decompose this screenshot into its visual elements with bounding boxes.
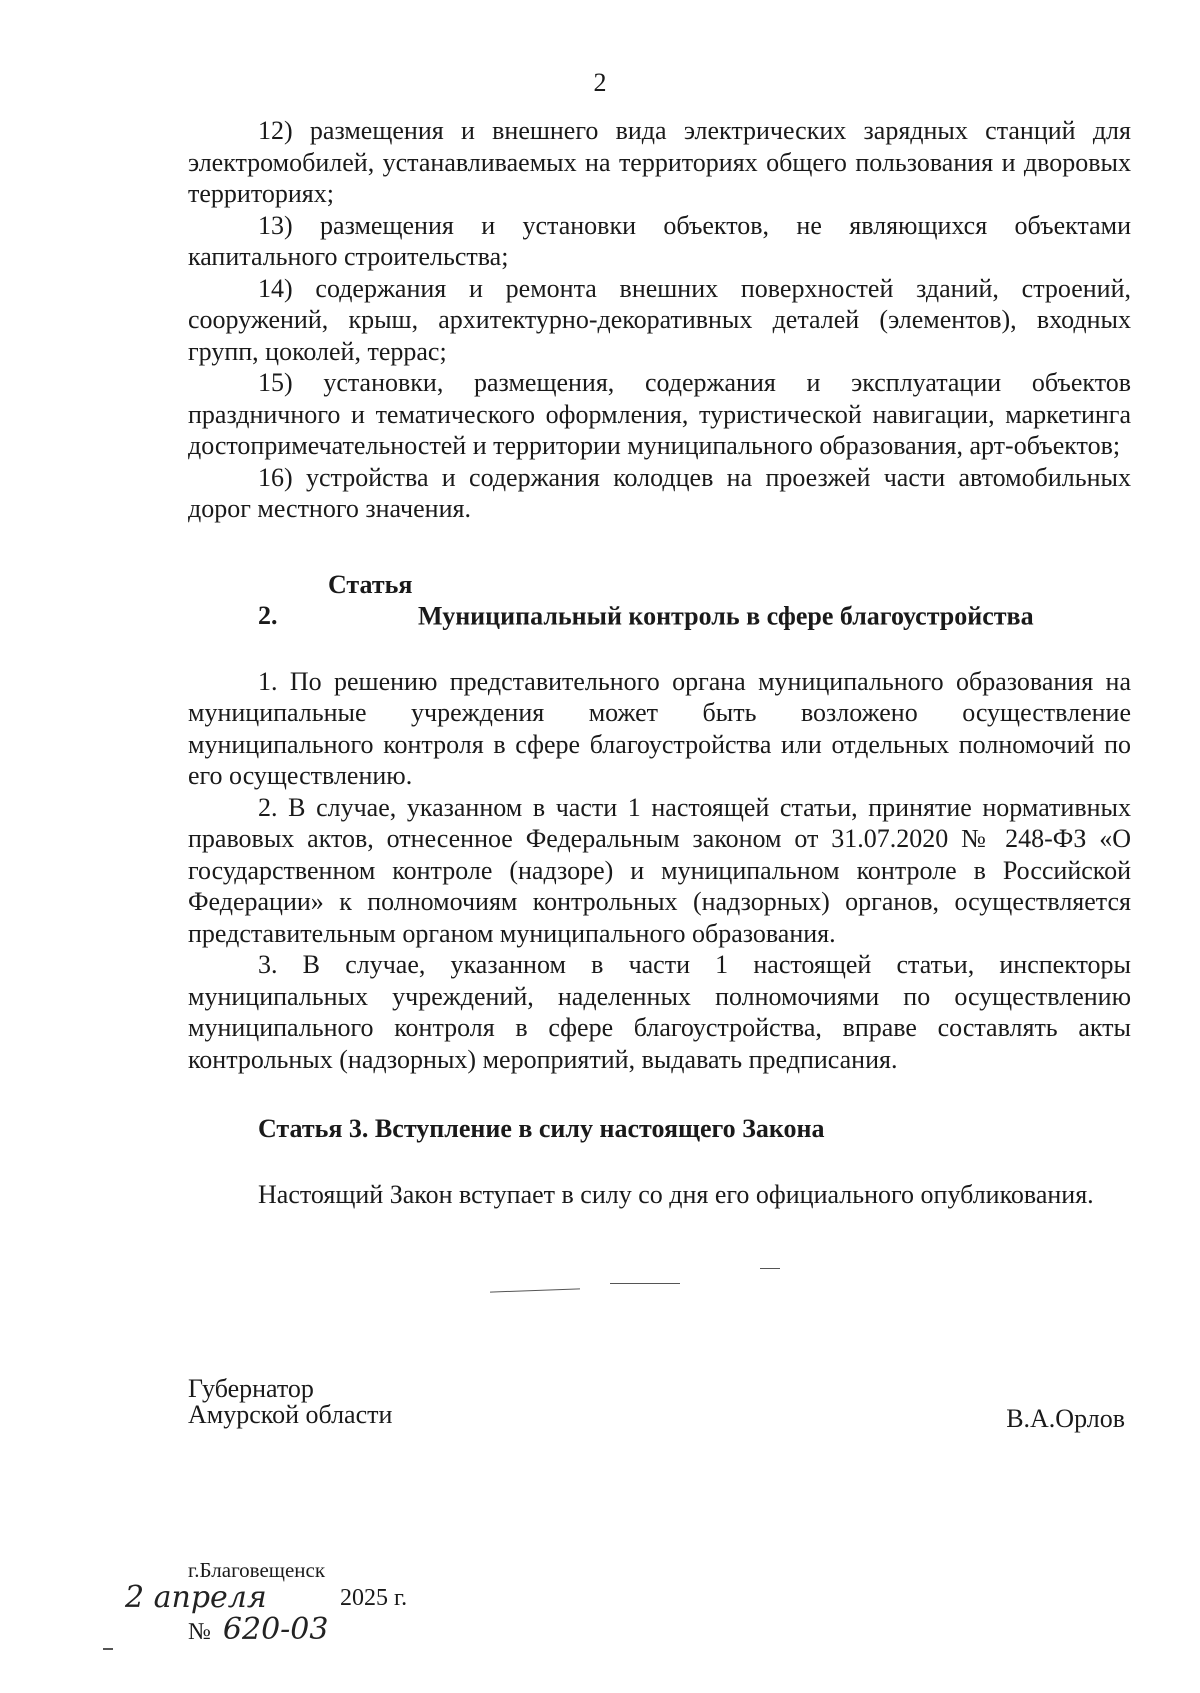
scan-mark bbox=[490, 1288, 580, 1292]
spacer bbox=[188, 632, 1131, 666]
article-3-heading: Статья 3. Вступление в силу настоящего Закона bbox=[258, 1114, 825, 1143]
article-3-paragraph: Настоящий Закон вступает в силу со дня его официального опубликования. bbox=[258, 1179, 1094, 1209]
article-2-number: Статья 2. bbox=[258, 569, 413, 630]
list-item-12: 12) размещения и внешнего вида электрических зарядных станций для электромобилей, устанавливаемых на территориях общего пользования и дворовых территориях; bbox=[188, 116, 1131, 208]
article-2-heading bbox=[188, 569, 1131, 632]
place-of-signing: г.Благовещенск bbox=[188, 1558, 326, 1582]
list-item-15: 15) установки, размещения, содержания и эксплуатации объектов праздничного и тематического оформления, туристической навигации, маркетинга достопримечательностей и территории муниципального образования, арт-объектов; bbox=[188, 368, 1131, 460]
article-2-paragraph-3: 3. В случае, указанном в части 1 настоящей статьи, инспекторы муниципальных учреждений, наделенных полномочиями по осуществлению муниципального контроля в сфере благоустройства, вправе составлять акты контрольных (надзорных) мероприятий, выдавать предписания. bbox=[188, 950, 1131, 1074]
signatory-position-line-2: Амурской области bbox=[188, 1400, 393, 1429]
list-item-13: 13) размещения и установки объектов, не являющихся объектами капитального строительства; bbox=[188, 210, 1131, 271]
signatory-name: В.А.Орлов bbox=[1006, 1404, 1125, 1433]
article-2-paragraph-1: 1. По решению представительного органа муниципального образования на муниципальные учреждения может быть возложено осуществление муниципального контроля в сфере благоустройства или отдельных полномочий по его осуществлению. bbox=[188, 666, 1131, 790]
handwritten-number: 620-03 bbox=[222, 1612, 329, 1647]
scan-mark bbox=[610, 1283, 680, 1284]
article-2-paragraph-2: 2. В случае, указанном в части 1 настоящей статьи, принятие нормативных правовых актов, отнесенное Федеральным законом от 31.07.2020 № 248-ФЗ «О государственном контроле (надзоре) и муниципальном контроле в Российской Федерации» к полномочиям контрольных (надзорных) органов, осуществляется представительным органом муниципального образования. bbox=[188, 792, 1131, 948]
law-number bbox=[188, 1612, 328, 1647]
list-item-16: 16) устройства и содержания колодцев на проезжей части автомобильных дорог местного значения. bbox=[188, 462, 1131, 523]
number-sign: № bbox=[188, 1619, 211, 1645]
year: 2025 г. bbox=[340, 1585, 408, 1611]
list-item-14: 14) содержания и ремонта внешних поверхностей зданий, строений, сооружений, крыш, архитектурно-декоративных деталей (элементов), входных групп, цоколей, террас; bbox=[188, 273, 1131, 366]
spacer bbox=[188, 525, 1131, 569]
scan-mark bbox=[760, 1268, 780, 1269]
signatory-position bbox=[188, 1376, 392, 1428]
article-2-title: Муниципальный контроль в сфере благоустройства bbox=[418, 601, 1034, 630]
spacer bbox=[188, 1075, 1131, 1113]
scan-mark bbox=[103, 1648, 113, 1650]
document-body bbox=[188, 115, 1131, 1210]
handwritten-date: 2 апреля bbox=[125, 1580, 267, 1615]
signature-block bbox=[188, 1374, 1131, 1433]
spacer bbox=[188, 1145, 1131, 1179]
signatory-position-line-1: Губернатор bbox=[188, 1374, 314, 1403]
page-number: 2 bbox=[593, 68, 607, 97]
